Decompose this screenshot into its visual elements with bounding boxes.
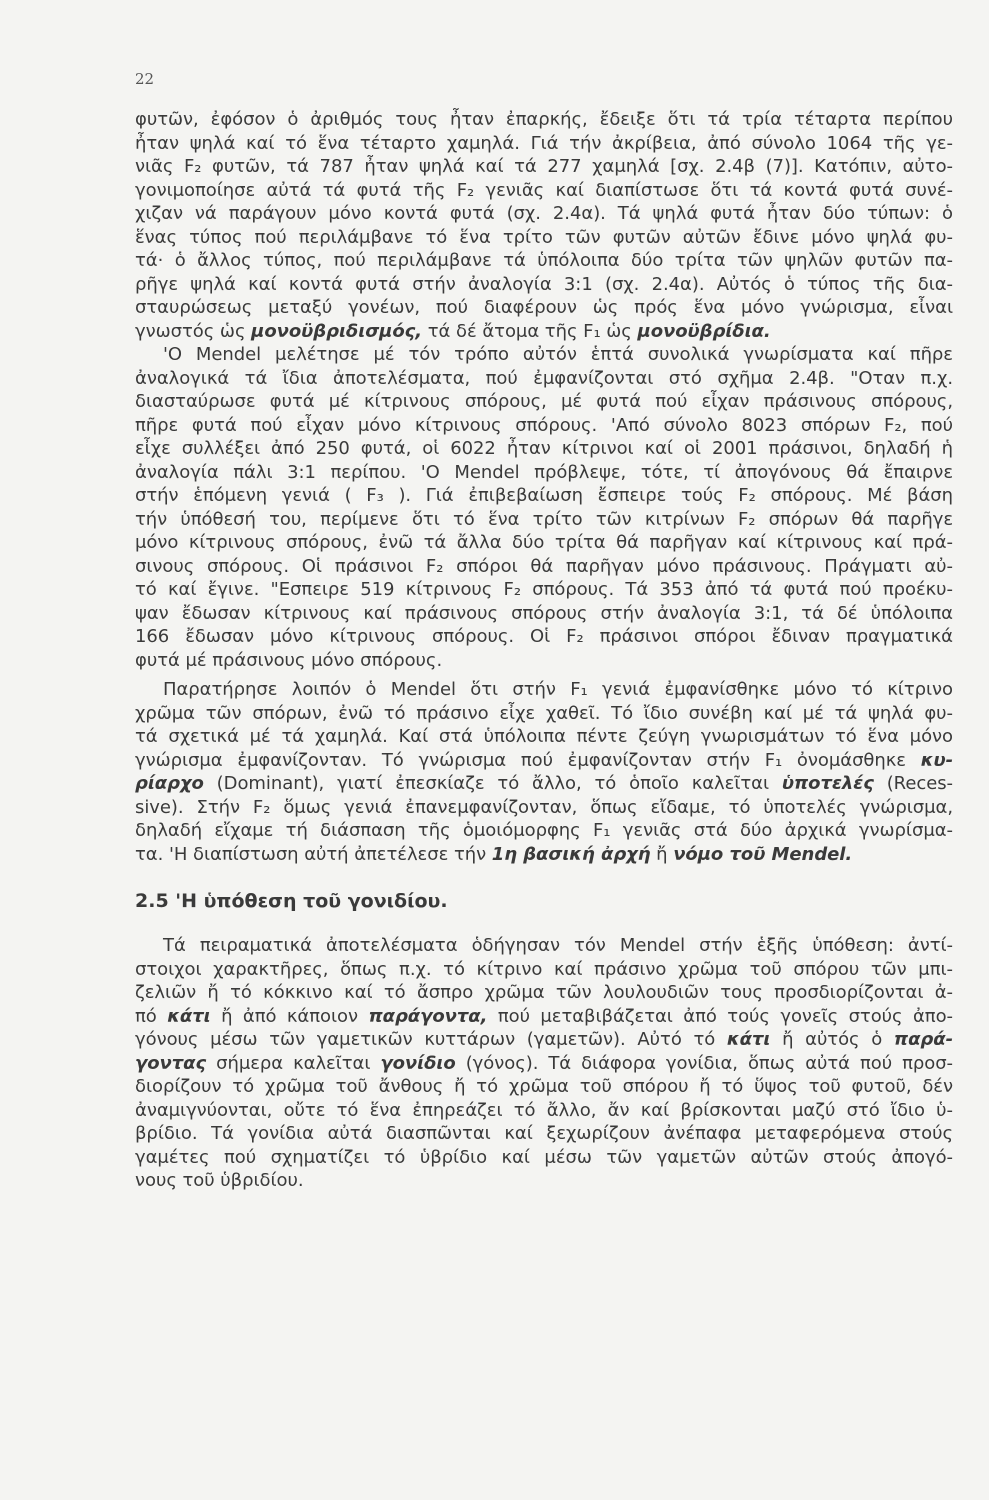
text-line: ἀναμιγνύονται, οὔτε τό ἕνα ἐπηρεάζει τό ἄλλο, ἄν καί βρίσκονται μαζύ στό ἴδιο ὑ-: [135, 1099, 953, 1121]
text-line: [135, 1028, 953, 1052]
text-line: τά σχετικά μέ τά χαμηλά. Καί στά ὑπόλοιπα πέντε ζεύγη γνωρισμάτων τό ἕνα μόνο: [135, 726, 953, 747]
keyword-monohybrids: μονοϋβρίδια.: [637, 320, 771, 342]
text-line: sive). Στήν F₂ ὅμως γενιά ἐπανεμφανίζονταν, ὅπως εἴδαμε, τό ὑποτελές γνώρισμα,: [135, 796, 953, 818]
keyword-something: κάτι: [167, 1005, 211, 1027]
text-line: μόνο κίτρινους σπόρους, ἐνῶ τά ἄλλα δύο τρίτα θά παρῆγαν καί κίτρινους καί πρά-: [135, 532, 953, 553]
text-line: στοιχοι χαρακτῆρες, ὅπως π.χ. τό κίτρινο καί πράσινο χρῶμα τοῦ σπόρου τῶν μπι-: [135, 958, 953, 980]
text-line: σινους σπόρους. Οἱ πράσινοι F₂ σπόροι θά παρῆγαν μόνο πράσινους. Πράγματι αὐ-: [135, 555, 953, 577]
keyword-dominant: ρίαρχο: [135, 773, 204, 794]
text-line: Παρατήρησε λοιπόν ὁ Mendel ὅτι στήν F₁ γενιά ἐμφανίσθηκε μόνο τό κίτρινο: [163, 679, 953, 700]
section-heading: 2.5 'Η ὑπόθεση τοῦ γονιδίου.: [135, 890, 448, 912]
paragraph-2: [135, 343, 953, 672]
text-line: δηλαδή εἴχαμε τή διάσπαση τῆς ὁμοιόμορφης F₁ γενιᾶς στά δύο ἀρχικά γνωρίσμα-: [135, 820, 953, 841]
text-line: γονιμοποίησε αὐτά τά φυτά τῆς F₂ γενιᾶς καί διαπίστωσε ὅτι τά κοντά φυτά συνέ-: [135, 179, 953, 201]
text-line: ἀναλογικά τά ἴδια ἀποτελέσματα, πού ἐμφανίζονται στό σχῆμα 2.4β. "Οταν π.χ.: [135, 367, 953, 389]
text-line: ἀναλογία πάλι 3:1 περίπου. 'Ο Mendel πρόβλεψε, τότε, τί ἀπογόνους θά ἔπαιρνε: [135, 461, 953, 483]
keyword-gene: γονίδιο: [380, 1052, 456, 1074]
text-line: ἦταν ψηλά καί τό ἕνα τέταρτο χαμηλά. Γιά τήν ἀκρίβεια, ἀπό σύνολο 1064 τῆς γε-: [135, 132, 953, 154]
text-line: σταυρώσεως μεταξύ γονέων, πού διαφέρουν ὡς πρός ἕνα μόνο γνώρισμα, εἶναι: [135, 297, 953, 318]
keyword-factor: παράγοντα,: [368, 1005, 488, 1027]
text-span: (Reces-: [873, 773, 953, 794]
text-line: εἶχε συλλέξει ἀπό 250 φυτά, οἱ 6022 ἦταν κίτρινοι καί οἱ 2001 πράσινοι, δηλαδή ἡ: [135, 438, 953, 459]
text-span: σήμερα καλεῖται: [206, 1052, 381, 1074]
text-line: [135, 320, 953, 344]
page-number: 22: [135, 70, 155, 88]
keyword-first-principle: 1η βασική ἀρχή: [491, 843, 651, 865]
text-span: ἤ: [650, 843, 674, 865]
text-line: χρῶμα τῶν σπόρων, ἐνῶ τό πράσινο εἶχε χαθεῖ. Τό ἴδιο συνέβη καί μέ τά ψηλά φυ-: [135, 702, 953, 724]
text-line: ρῆγε ψηλά καί κοντά φυτά στήν ἀναλογία 3:1 (σχ. 2.4α). Αὐτός ὁ τύπος τῆς δια-: [135, 273, 953, 295]
text-line: τήν ὑπόθεσή του, περίμενε ὅτι τό ἕνα τρίτο τῶν κιτρίνων F₂ σπόρων θά παρῆγε: [135, 508, 953, 530]
text-line: [135, 1005, 953, 1029]
text-span: γόνους μέσω τῶν γαμετικῶν κυττάρων (γαμετῶν). Αὐτό τό: [135, 1029, 727, 1050]
text-line: φυτά μέ πράσινους μόνο σπόρους.: [135, 649, 443, 671]
text-span: (Dominant), γιατί ἐπεσκίαζε τό ἄλλο, τό ὁποῖο καλεῖται: [203, 773, 782, 794]
keyword-recessive: ὑποτελές: [781, 773, 874, 794]
text-line: γαμέτες πού σχηματίζει τό ὑβρίδιο καί μέσω τῶν γαμετῶν αὐτῶν στούς ἀπογό-: [135, 1146, 953, 1168]
text-line: ψαν ἔδωσαν κίτρινους καί πράσινους σπόρους στήν ἀναλογία 3:1, τά δέ ὑπόλοιπα: [135, 602, 953, 624]
keyword-something: κάτι: [726, 1029, 771, 1050]
text-span: (γόνος). Τά διάφορα γονίδια, ὅπως αὐτά πού προσ-: [455, 1052, 953, 1074]
text-span: γνωστός ὡς: [135, 320, 252, 342]
text-line: ζελιῶν ἤ τό κόκκινο καί τό ἄσπρο χρῶμα τῶν λουλουδιῶν τους προσδιορίζονται ἀ-: [135, 982, 953, 1003]
paragraph-4: [135, 934, 953, 1193]
text-line: [135, 843, 953, 867]
keyword-mendel-law: νόμο τοῦ Mendel.: [673, 843, 853, 865]
text-span: τά δέ ἄτομα τῆς F₁ ὡς: [422, 320, 638, 342]
text-span: πού μεταβιβάζεται ἀπό τούς γονεῖς στούς ἀπο-: [487, 1005, 953, 1027]
text-line: νιᾶς F₂ φυτῶν, τά 787 ἦταν ψηλά καί τά 277 χαμηλά [σχ. 2.4β (7)]. Κατόπιν, αὐτο-: [135, 156, 953, 177]
text-span: ἤ αὐτός ὁ: [770, 1029, 894, 1050]
paragraph-1: [135, 108, 953, 343]
text-span: γνώρισμα ἐμφανίζονταν. Τό γνώρισμα πού ἐμφανίζονταν στήν F₁ ὀνομάσθηκε: [135, 749, 921, 771]
keyword-factor: παρά-: [893, 1029, 953, 1050]
text-span: τα. 'Η διαπίστωση αὐτή ἀπετέλεσε τήν: [135, 843, 492, 865]
text-span: ἤ ἀπό κάποιον: [210, 1005, 369, 1027]
paragraph-3: [135, 678, 953, 866]
text-line: διορίζουν τό χρῶμα τοῦ ἄνθους ἤ τό χρῶμα τοῦ σπόρου ἤ τό ὕψος τοῦ φυτοῦ, δέν: [135, 1076, 953, 1097]
text-line: πῆρε φυτά πού εἶχαν μόνο κίτρινους σπόρους. 'Από σύνολο 8023 σπόρων F₂, πού: [135, 414, 953, 436]
text-line: βρίδιο. Τά γονίδια αὐτά διασπῶνται καί ξεχωρίζουν ἀνέπαφα μεταφερόμενα στούς: [135, 1123, 953, 1144]
text-span: πό: [135, 1005, 168, 1027]
text-line: Τά πειραματικά ἀποτελέσματα ὁδήγησαν τόν Mendel στήν ἑξῆς ὑπόθεση: ἀντί-: [163, 935, 953, 956]
text-line: ἕνας τύπος πού περιλάμβανε τό ἕνα τρίτο τῶν φυτῶν αὐτῶν ἔδινε μόνο ψηλά φυ-: [135, 226, 953, 248]
text-line: [135, 772, 953, 796]
keyword-factor: γοντας: [135, 1052, 207, 1074]
keyword-monohybridism: μονοϋβριδισμός,: [251, 320, 423, 342]
keyword-dominant: κυ-: [920, 749, 953, 771]
text-line: φυτῶν, ἐφόσον ὁ ἀριθμός τους ἦταν ἐπαρκής, ἔδειξε ὅτι τά τρία τέταρτα περίπου: [135, 109, 953, 130]
text-line: νους τοῦ ὑβριδίου.: [135, 1170, 304, 1191]
text-line: στήν ἑπόμενη γενιά ( F₃ ). Γιά ἐπιβεβαίωση ἔσπειρε τούς F₂ σπόρους. Μέ βάση: [135, 485, 953, 506]
text-line: τό καί ἔγινε. "Εσπειρε 519 κίτρινους F₂ σπόρους. Τά 353 ἀπό τά φυτά πού προέκυ-: [135, 579, 953, 600]
text-line: [135, 1052, 953, 1076]
text-line: χιζαν νά παράγουν μόνο κοντά φυτά (σχ. 2.4α). Τά ψηλά φυτά ἦταν δύο τύπων: ὁ: [135, 203, 953, 224]
text-line: διασταύρωσε φυτά μέ κίτρινους σπόρους, μέ φυτά πού εἶχαν πράσινους σπόρους,: [135, 391, 953, 412]
text-line: [135, 749, 953, 773]
page-text: [135, 108, 953, 1193]
text-line: 166 ἔδωσαν μόνο κίτρινους σπόρους. Οἱ F₂ πράσινοι σπόροι ἔδιναν πραγματικά: [135, 626, 953, 647]
text-line: 'Ο Mendel μελέτησε μέ τόν τρόπο αὐτόν ἑπτά συνολικά γνωρίσματα καί πῆρε: [163, 344, 953, 365]
text-line: τά· ὁ ἄλλος τύπος, πού περιλάμβανε τά ὑπόλοιπα δύο τρίτα τῶν ψηλῶν φυτῶν πα-: [135, 250, 953, 271]
